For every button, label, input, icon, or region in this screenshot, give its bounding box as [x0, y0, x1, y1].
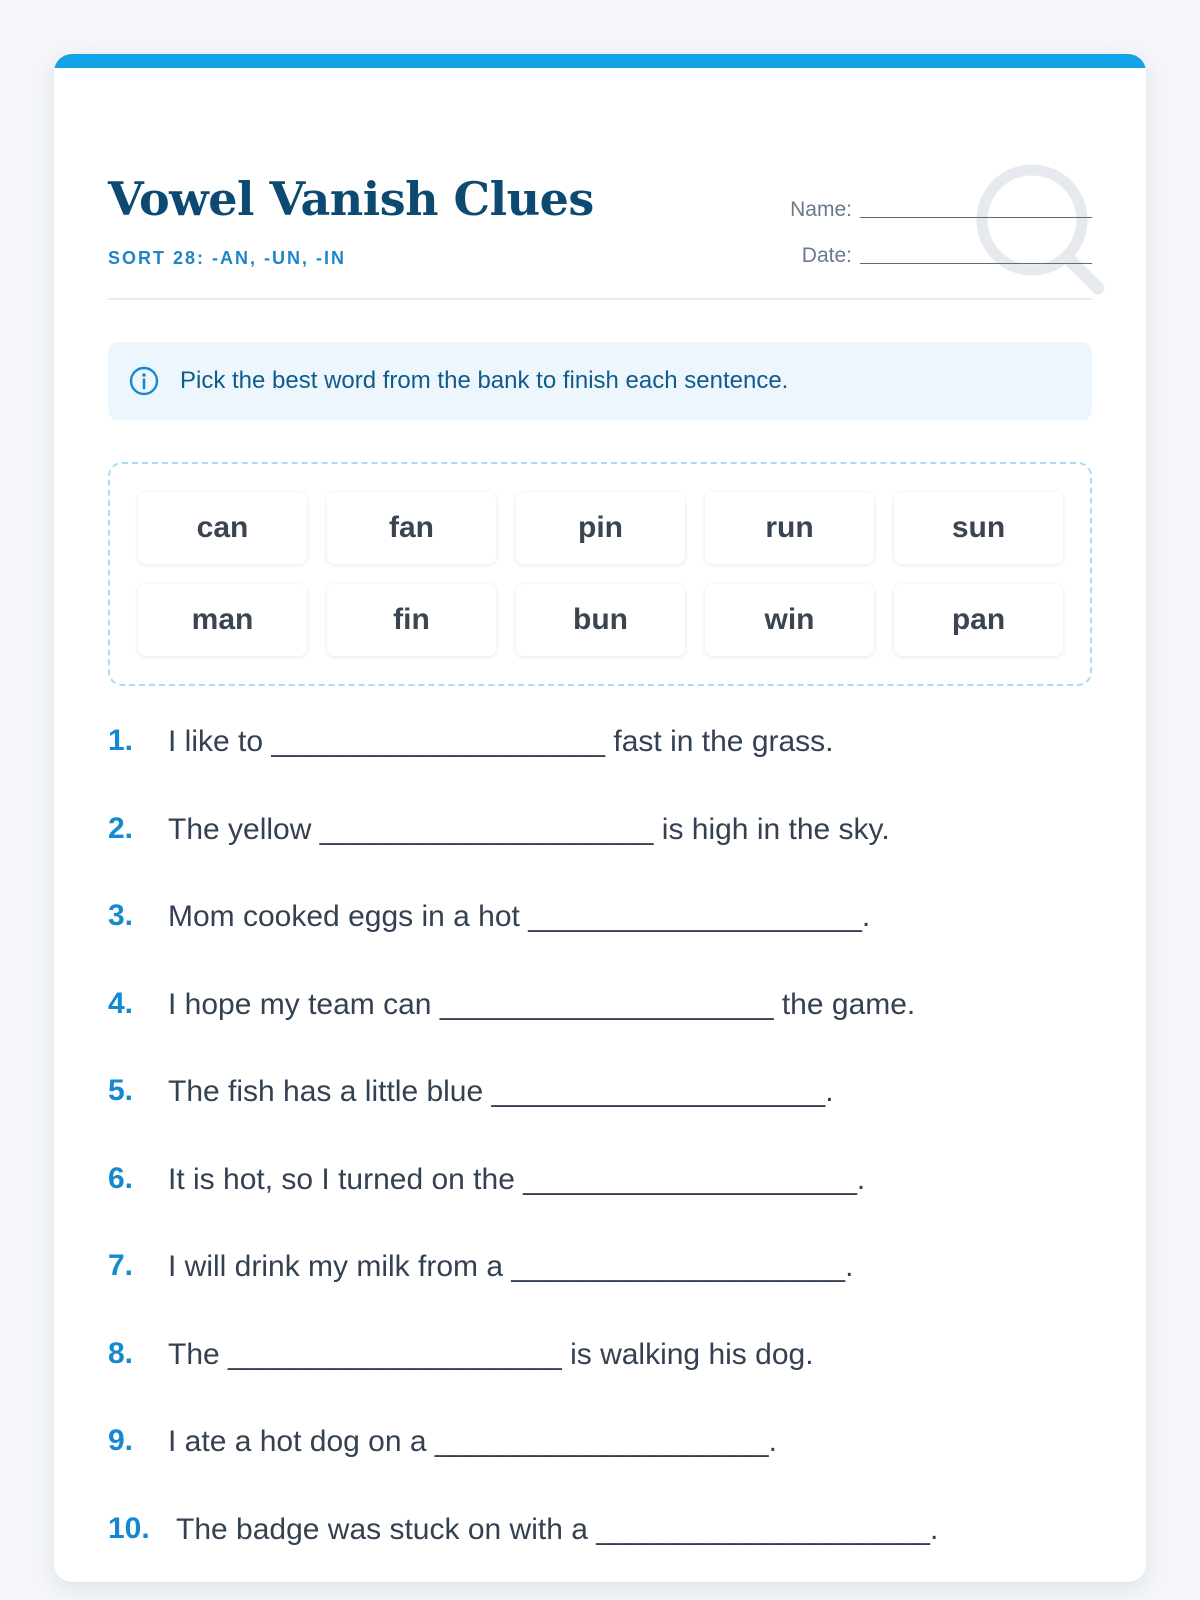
- question-sentence: [176, 1512, 938, 1548]
- sentence-start: I hope my team can: [168, 987, 440, 1021]
- answer-blank[interactable]: ____________________: [319, 812, 654, 846]
- word-tile[interactable]: run: [705, 492, 874, 564]
- name-label: Name:: [790, 198, 852, 221]
- sentence-end: .: [856, 1162, 866, 1196]
- question-number: 1.: [108, 724, 134, 757]
- sentence-start: The fish has a little blue: [168, 1075, 492, 1108]
- instruction-text: Pick the best word from the bank to finish each sentence.: [180, 367, 789, 394]
- word-tile[interactable]: man: [138, 584, 307, 656]
- question-number: 10.: [108, 1511, 150, 1545]
- word-tile[interactable]: win: [705, 584, 874, 656]
- answer-blank[interactable]: ____________________: [439, 987, 774, 1021]
- question-sentence: [168, 1424, 777, 1460]
- question-item: [108, 899, 938, 987]
- answer-blank[interactable]: ____________________: [528, 900, 862, 933]
- sentence-start: I like to: [168, 725, 272, 758]
- sentence-start: It is hot, so I turned on the: [168, 1162, 524, 1196]
- question-item: [108, 987, 938, 1075]
- question-sentence: [168, 1249, 853, 1285]
- instruction-box: [108, 342, 1092, 420]
- question-number: 3.: [108, 899, 134, 932]
- question-number: 7.: [108, 1249, 134, 1282]
- word-tile[interactable]: bun: [516, 584, 685, 656]
- info-icon: [128, 365, 160, 397]
- answer-blank[interactable]: ____________________: [434, 1425, 769, 1458]
- question-item: [108, 1074, 938, 1162]
- question-item: [108, 1512, 938, 1583]
- question-sentence: [168, 724, 834, 760]
- word-tile[interactable]: fan: [327, 492, 496, 564]
- word-bank: [108, 462, 1092, 686]
- answer-blank[interactable]: ____________________: [271, 725, 606, 758]
- sentence-end: is high in the sky.: [653, 812, 890, 846]
- question-sentence: [168, 1074, 834, 1110]
- question-item: [108, 812, 938, 900]
- header-divider: [108, 298, 1092, 300]
- name-field[interactable]: [860, 217, 1092, 218]
- question-item: [108, 724, 938, 812]
- sentence-end: .: [929, 1512, 939, 1546]
- date-label: Date:: [801, 244, 852, 267]
- question-sentence: [168, 899, 870, 935]
- sentence-end: .: [861, 900, 871, 933]
- sentence-end: .: [845, 1250, 854, 1283]
- sentence-end: is walking his dog.: [561, 1337, 814, 1371]
- answer-blank[interactable]: ____________________: [523, 1162, 857, 1196]
- question-number: 5.: [108, 1074, 134, 1107]
- sentence-start: The: [168, 1337, 229, 1371]
- word-tile[interactable]: sun: [894, 492, 1063, 564]
- sentence-end: .: [768, 1425, 777, 1458]
- sentence-start: The yellow: [168, 812, 320, 846]
- worksheet-card: [54, 54, 1146, 1582]
- sentence-end: .: [825, 1075, 834, 1108]
- question-item: [108, 1162, 938, 1250]
- answer-blank[interactable]: ____________________: [228, 1337, 562, 1371]
- answer-blank[interactable]: ____________________: [491, 1075, 826, 1108]
- question-item: [108, 1337, 938, 1425]
- question-sentence: [168, 1162, 865, 1198]
- question-sentence: [168, 1337, 814, 1373]
- question-sentence: [168, 987, 915, 1023]
- question-item: [108, 1249, 938, 1337]
- sentence-start: I will drink my milk from a: [168, 1250, 512, 1283]
- word-tile[interactable]: pin: [516, 492, 685, 564]
- sentence-start: Mom cooked eggs in a hot: [168, 900, 529, 933]
- name-row: [772, 176, 1092, 222]
- worksheet-subtitle: SORT 28: -AN, -UN, -IN: [108, 248, 347, 268]
- sentence-end: fast in the grass.: [605, 725, 834, 758]
- word-tile[interactable]: pan: [894, 584, 1063, 656]
- word-tile[interactable]: fin: [327, 584, 496, 656]
- question-number: 4.: [108, 986, 134, 1020]
- word-tile[interactable]: can: [138, 492, 307, 564]
- sentence-end: the game.: [773, 987, 916, 1021]
- date-row: [772, 222, 1092, 268]
- name-date-block: [772, 176, 1092, 268]
- accent-bar: [54, 54, 1146, 68]
- question-number: 2.: [108, 811, 134, 845]
- sentence-start: I ate a hot dog on a: [168, 1425, 435, 1458]
- question-list: [108, 724, 938, 1582]
- answer-blank[interactable]: ____________________: [596, 1512, 930, 1546]
- sentence-start: The badge was stuck on with a: [176, 1512, 597, 1546]
- question-number: 8.: [108, 1336, 134, 1370]
- worksheet-title: Vowel Vanish Clues: [108, 172, 594, 226]
- answer-blank[interactable]: ____________________: [511, 1250, 846, 1283]
- question-item: [108, 1424, 938, 1512]
- question-number: 6.: [108, 1161, 134, 1195]
- date-field[interactable]: [860, 263, 1092, 264]
- word-bank-grid: [138, 492, 1063, 656]
- question-sentence: [168, 812, 890, 848]
- question-number: 9.: [108, 1424, 134, 1457]
